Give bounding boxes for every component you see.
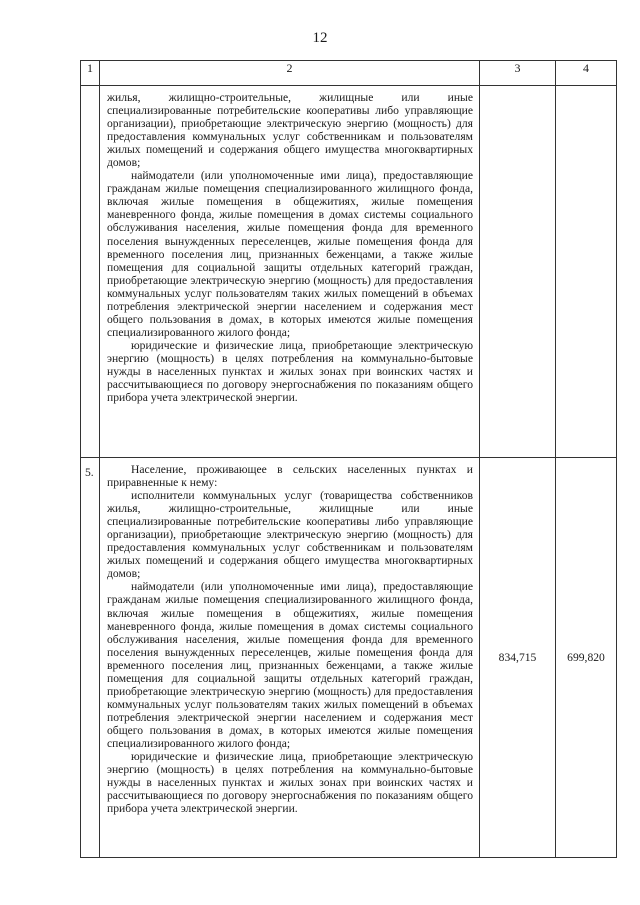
- header-col-4: 4: [556, 61, 617, 86]
- table-row-continued: [81, 86, 617, 458]
- value-cell-empty: [556, 86, 617, 458]
- table-header-row: [81, 61, 617, 86]
- description-paragraph: исполнители коммунальных услуг (товарищества собственников жилья, жилищно-строительные, жилищные или иные специализированные потребительские кооперативы либо управляющие организации), приобретающие электрическую энергию (мощность) для предоставления коммунальных услуг собственникам и пользователям жилых помещений и содержания общего имущества многоквартирных домов;: [107, 489, 473, 581]
- row-number-cell-empty: [81, 86, 100, 458]
- header-col-3: 3: [480, 61, 556, 86]
- header-col-1: 1: [81, 61, 100, 86]
- page-number: 12: [312, 30, 328, 46]
- description-paragraph: жилья, жилищно-строительные, жилищные или иные специализированные потребительские кооперативы либо управляющие организации), приобретающие электрическую энергию (мощность) для предоставления коммунальных услуг собственникам и пользователям жилых помещений и содержания общего имущества многоквартирных домов;: [107, 91, 473, 170]
- description-paragraph: юридические и физические лица, приобретающие электрическую энергию (мощность) в целях потребления на коммунально-бытовые нужды в населенных пунктах и жилых зонах при воинских частях и рассчитывающиеся по договору энергоснабжения по показаниям общего прибора учета электрической энергии.: [107, 750, 473, 816]
- description-paragraph: наймодатели (или уполномоченные ими лица), предоставляющие гражданам жилые помещения специализированного жилищного фонда, включая жилые помещения в общежитиях, жилые помещения маневренного фонда, жилые помещения в домах системы социального обслуживания населения, жилые помещения фонда для временного поселения вынужденных переселенцев, жилые помещения фонда для временного поселения лиц, признанных беженцами, а также жилые помещения для социальной защиты отдельных категорий граждан, приобретающие электрическую энергию (мощность) для предоставления коммунальных услуг пользователям таких жилых помещений в объемах потребления электрической энергии населением и содержания мест общего пользования в домах, в которых имеются жилые помещения специализированного жилого фонда;: [107, 169, 473, 339]
- tariff-value-col3: 834,715: [480, 458, 556, 858]
- value-cell-empty: [480, 86, 556, 458]
- description-paragraph: наймодатели (или уполномоченные ими лица), предоставляющие гражданам жилые помещения специализированного жилищного фонда, включая жилые помещения в общежитиях, жилые помещения маневренного фонда, жилые помещения в домах системы социального обслуживания населения, жилые помещения фонда для временного поселения вынужденных переселенцев, жилые помещения фонда для временного поселения лиц, признанных беженцами, а также жилые помещения для социальной защиты отдельных категорий граждан, приобретающие электрическую энергию (мощность) для предоставления коммунальных услуг пользователям таких жилых помещений в объемах потребления электрической энергии населением и содержания мест общего пользования в домах, в которых имеются жилые помещения специализированного жилого фонда;: [107, 580, 473, 750]
- row-number: 5.: [81, 458, 100, 858]
- header-col-2: 2: [100, 61, 480, 86]
- row-description: [100, 458, 480, 858]
- row-description: [100, 86, 480, 458]
- description-paragraph: Население, проживающее в сельских населенных пунктах и приравненные к нему:: [107, 463, 473, 490]
- tariff-table: [80, 60, 617, 858]
- table-row-5: [81, 458, 617, 858]
- description-paragraph: юридические и физические лица, приобретающие электрическую энергию (мощность) в целях потребления на коммунально-бытовые нужды в населенных пунктах и жилых зонах при воинских частях и рассчитывающиеся по договору энергоснабжения по показаниям общего прибора учета электрической энергии.: [107, 338, 473, 405]
- tariff-value-col4: 699,820: [556, 458, 617, 858]
